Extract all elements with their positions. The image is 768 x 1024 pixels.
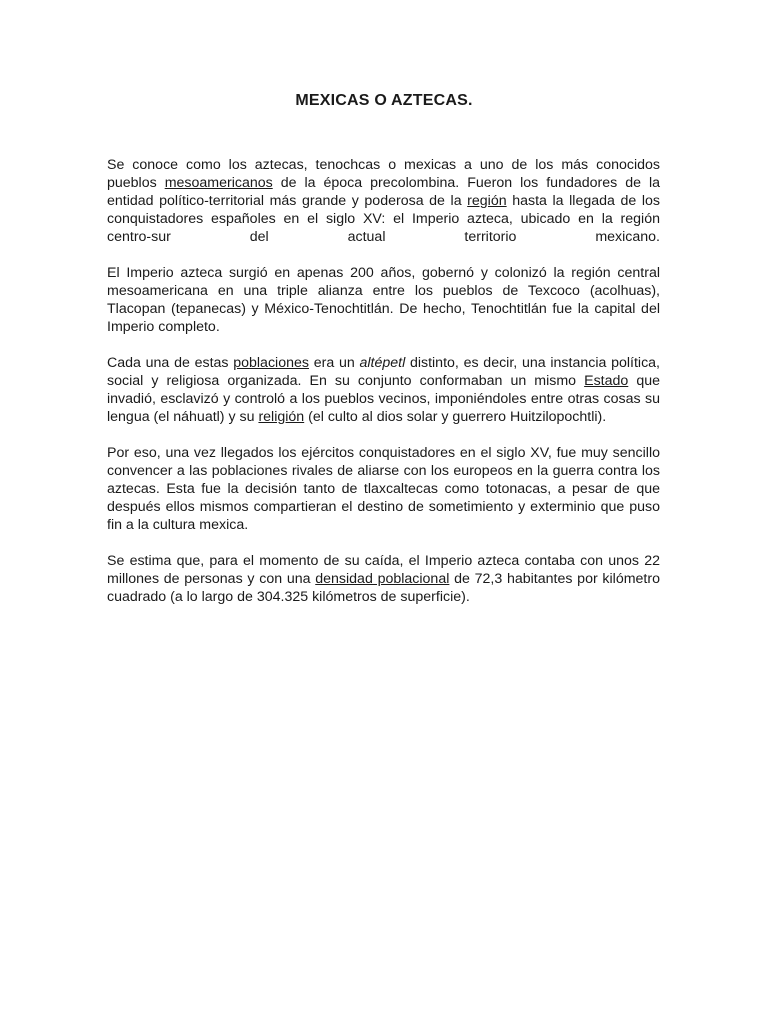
document-body — [107, 156, 660, 624]
paragraph-text: era un — [308, 355, 360, 371]
link-densidad-poblacional[interactable]: densidad poblacional — [315, 571, 450, 587]
paragraph-text: Se conoce como los aztecas, tenochcas o mexicas a uno de los más conocidos pueblos — [107, 157, 660, 191]
paragraph-text: El Imperio azteca surgió en apenas 200 años, gobernó y colonizó la región central mesoamericana en una triple alianza entre los pueblos de Texcoco (acolhuas), Tlacopan (tepanecas) y México-Tenochtitlán. De hecho, Tenochtitlán fue la capital del Imperio completo. — [107, 265, 660, 335]
paragraph-1 — [107, 156, 660, 246]
paragraph-text: que invadió, esclavizó y controló a los pueblos vecinos, imponiéndoles entre otras cosas su lengua (el náhuatl) y su — [107, 373, 660, 425]
paragraph-text: distinto, es decir, una instancia política, social y religiosa organizada. En su conjunto conformaban un mismo — [107, 355, 660, 389]
link-religion[interactable]: religión — [258, 409, 305, 425]
paragraph-4 — [107, 444, 660, 534]
paragraph-5 — [107, 552, 660, 606]
paragraph-3 — [107, 354, 660, 426]
paragraph-text: hasta la llegada de los conquistadores españoles en el siglo XV: el Imperio azteca, ubicado en la región centro-sur del actual territorio mexicano. — [107, 193, 660, 245]
link-estado[interactable]: Estado — [584, 373, 629, 389]
paragraph-text: Se estima que, para el momento de su caída, el Imperio azteca contaba con unos 22 millones de personas y con una — [107, 553, 660, 587]
document-title: MEXICAS O AZTECAS. — [295, 92, 473, 109]
paragraph-text: Por eso, una vez llegados los ejércitos conquistadores en el siglo XV, fue muy sencillo convencer a las poblaciones rivales de aliarse con los europeos en la guerra contra los aztecas. Esta fue la decisión tanto de tlaxcaltecas como totonacas, a pesar de que después ellos mismos compartieran el destino de sometimiento y exterminio que puso fin a la cultura mexica. — [107, 445, 660, 533]
link-poblaciones[interactable]: poblaciones — [233, 355, 309, 371]
paragraph-text: de la época precolombina. Fueron los fundadores de la entidad político-territorial más grande y poderosa de la — [107, 175, 661, 209]
link-mesoamericanos[interactable]: mesoamericanos — [164, 175, 273, 191]
paragraph-text: (el culto al dios solar y guerrero Huitzilopochtli). — [304, 409, 607, 425]
paragraph-text: de 72,3 habitantes por kilómetro cuadrado (a lo largo de 304.325 kilómetros de superficie). — [107, 571, 660, 605]
paragraph-2 — [107, 264, 660, 336]
link-region[interactable]: región — [467, 193, 507, 209]
paragraph-text: Cada una de estas — [107, 355, 234, 371]
term-altepetl: altépetl — [359, 355, 406, 371]
